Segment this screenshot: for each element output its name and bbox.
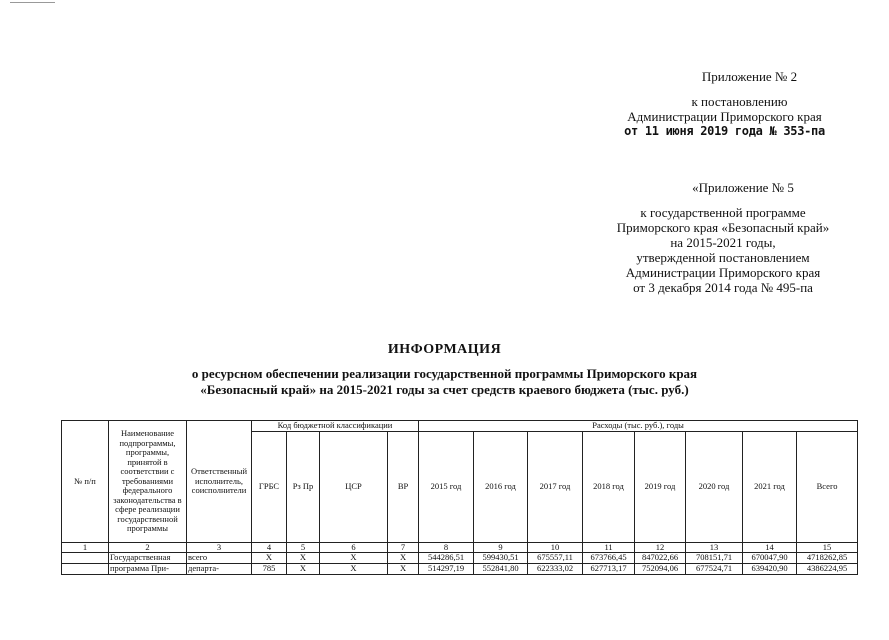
resource-table [61,420,858,575]
row-value-2021: 639420,90 [743,564,797,575]
appendix-2-resolution-ref: к постановлению [691,94,788,109]
row-rzpr-cell: X [287,553,320,564]
header-year-2020: 2020 год [686,431,743,542]
row-vr-cell: X [388,553,419,564]
row-value-2015: 514297,19 [419,564,474,575]
header-num: № п/п [62,421,109,543]
header-year-2017: 2017 год [528,431,583,542]
document-heading: ИНФОРМАЦИЯ [387,342,502,357]
row-csr-cell: X [320,553,388,564]
header-rzpr: Рз Пр [287,431,320,542]
col-number: 14 [743,542,797,553]
row-value-2020: 708151,71 [686,553,743,564]
col-number: 9 [474,542,528,553]
row-num-cell [62,553,109,564]
row-executor-cell: департа- [187,564,252,575]
row-value-2019: 847022,66 [635,553,686,564]
row-name-cell: Государственная [109,553,187,564]
col-number: 8 [419,542,474,553]
header-csr: ЦСР [320,431,388,542]
appendix-2-date-stamp: от 11 июня 2019 года № 353-па [624,124,825,138]
appendix-5-date: от 3 декабря 2014 года № 495-па [633,280,813,295]
col-number: 15 [797,542,858,553]
row-value-2017: 675557,11 [528,553,583,564]
row-value-2016: 552841,80 [474,564,528,575]
row-value-2019: 752094,06 [635,564,686,575]
appendix-2-block [612,69,837,139]
header-kbk-group: Код бюджетной классификации [252,421,419,432]
appendix-2-title: Приложение № 2 [701,69,798,84]
header-row-1 [62,421,858,432]
row-csr-cell: X [320,564,388,575]
appendix-5-authority: Администрации Приморского края [625,265,821,280]
col-number: 1 [62,542,109,553]
col-number: 4 [252,542,287,553]
table-row [62,553,858,564]
row-name-cell: программа При- [109,564,187,575]
header-year-2018: 2018 год [583,431,635,542]
appendix-2-authority: Администрации Приморского края [627,109,822,124]
header-name: Наименование подпрограммы, программы, принятой в соответствии с требованиями федерального законодательства в сфере реализации государственной программы [109,421,187,543]
col-number: 12 [635,542,686,553]
appendix-5-title: «Приложение № 5 [692,180,794,195]
header-year-2015: 2015 год [419,431,474,542]
appendix-5-period: на 2015-2021 годы, [670,235,776,250]
appendix-5-approved: утвержденной постановлением [636,250,810,265]
row-value-total: 4386224,95 [797,564,858,575]
appendix-5-block [598,180,848,295]
column-number-row [62,542,858,553]
appendix-5-program-ref: к государственной программе [640,205,806,220]
header-year-2016: 2016 год [474,431,528,542]
header-vr: ВР [388,431,419,542]
row-value-2018: 627713,17 [583,564,635,575]
row-value-2016: 599430,51 [474,553,528,564]
row-vr-cell: X [388,564,419,575]
header-year-2019: 2019 год [635,431,686,542]
col-number: 11 [583,542,635,553]
header-executor: Ответственный исполнитель, соисполнители [187,421,252,543]
col-number: 5 [287,542,320,553]
col-number: 2 [109,542,187,553]
header-expenses-group: Расходы (тыс. руб.), годы [419,421,858,432]
row-value-2021: 670047,90 [743,553,797,564]
row-value-2018: 673766,45 [583,553,635,564]
row-grbs-cell: 785 [252,564,287,575]
row-grbs-cell: X [252,553,287,564]
header-total: Всего [797,431,858,542]
row-num-cell [62,564,109,575]
col-number: 13 [686,542,743,553]
row-value-2017: 622333,02 [528,564,583,575]
row-rzpr-cell: X [287,564,320,575]
header-grbs: ГРБС [252,431,287,542]
row-value-2020: 677524,71 [686,564,743,575]
scan-edge-line [10,2,55,3]
subtitle-line-1: о ресурсном обеспечении реализации государственной программы Приморского края [191,366,698,381]
table-row [62,564,858,575]
subtitle-line-2: «Безопасный край» на 2015-2021 годы за счет средств краевого бюджета (тыс. руб.) [200,382,689,397]
col-number: 3 [187,542,252,553]
row-executor-cell: всего [187,553,252,564]
header-year-2021: 2021 год [743,431,797,542]
col-number: 6 [320,542,388,553]
document-subtitle [0,366,889,398]
row-value-total: 4718262,85 [797,553,858,564]
col-number: 7 [388,542,419,553]
row-value-2015: 544286,51 [419,553,474,564]
appendix-5-program-name: Приморского края «Безопасный край» [616,220,830,235]
col-number: 10 [528,542,583,553]
